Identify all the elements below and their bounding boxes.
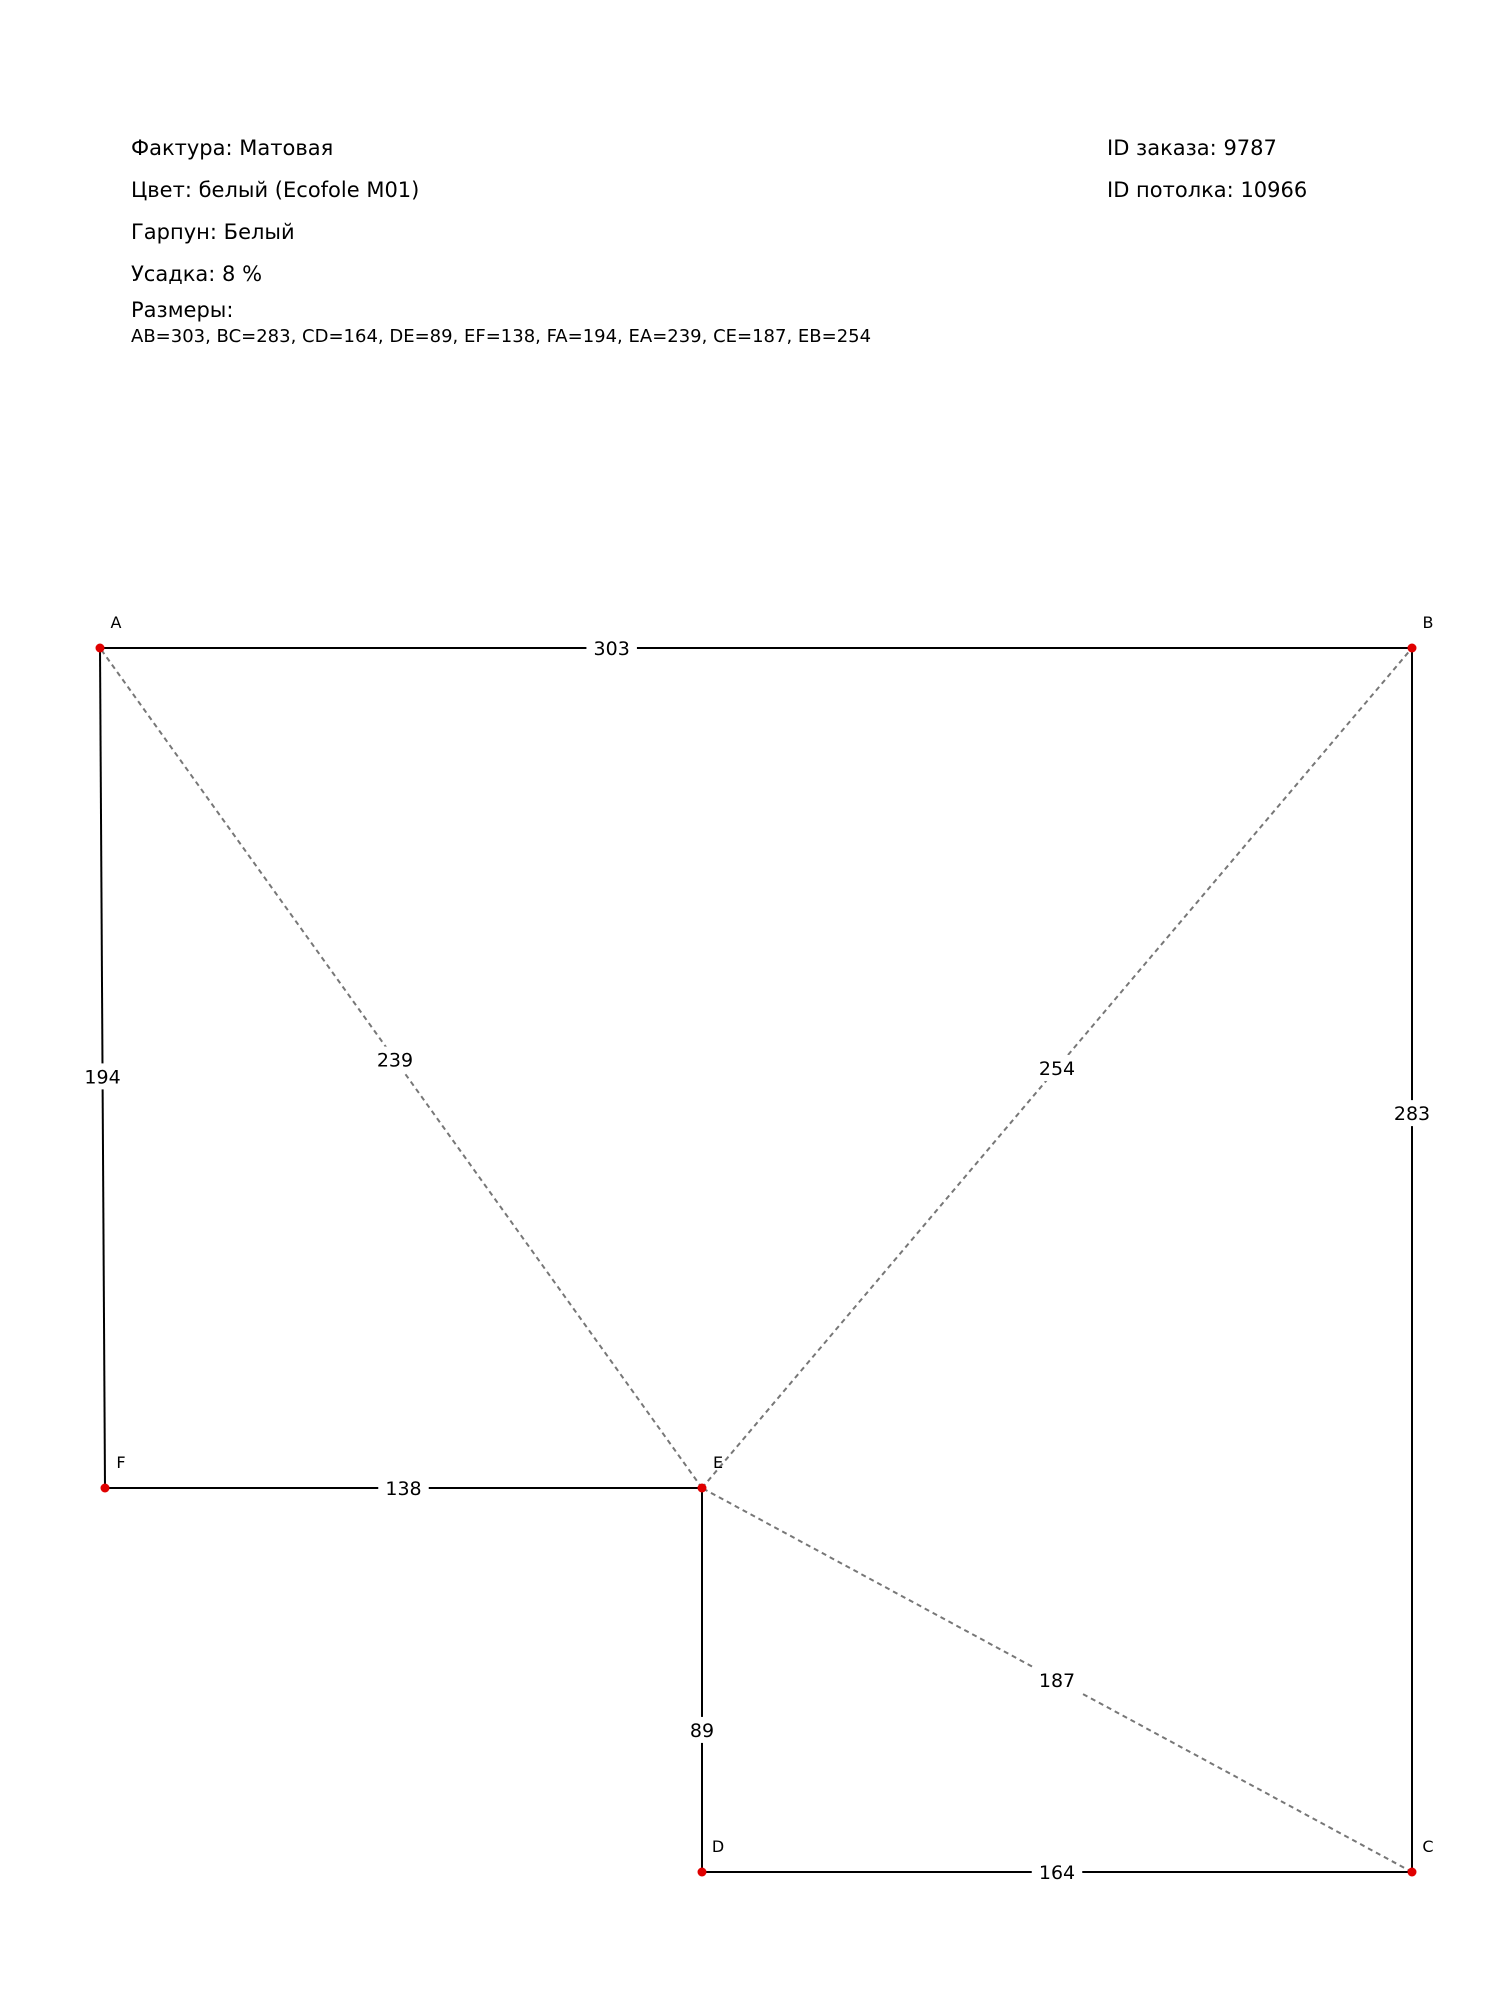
vertex-label-D: D <box>711 1837 725 1856</box>
vertex-C <box>1408 1868 1417 1877</box>
vertex-label-A: A <box>110 613 122 632</box>
order-id-label: ID заказа: <box>1107 136 1217 160</box>
edge-label-FA: 194 <box>84 1066 121 1089</box>
diagonal-label-CE: 187 <box>1038 1670 1076 1692</box>
diagonals-layer <box>100 648 1412 1872</box>
shrinkage-label: Усадка: <box>131 262 216 286</box>
vertex-label-E: E <box>712 1453 724 1472</box>
shrinkage-value: 8 % <box>222 262 263 286</box>
edge-label-BC: 283 <box>1393 1103 1431 1126</box>
vertices-layer <box>96 613 1434 1877</box>
color-label: Цвет: <box>131 178 192 202</box>
diagonal-label-EA: 239 <box>376 1049 414 1072</box>
vertex-A <box>96 644 105 653</box>
sizes-label: Размеры: <box>131 298 234 322</box>
harpoon-value: Белый <box>223 220 295 244</box>
texture-value: Матовая <box>239 136 334 160</box>
order-id-value: 9787 <box>1223 136 1277 160</box>
vertex-F <box>101 1484 110 1493</box>
vertex-label-B: B <box>1422 613 1434 632</box>
vertex-B <box>1408 644 1417 653</box>
texture-label: Фактура: <box>131 136 233 160</box>
sizes-values: AB=303, BC=283, CD=164, DE=89, EF=138, FA=194, EA=239, CE=187, EB=254 <box>131 326 872 347</box>
diagonal-label-EB: 254 <box>1038 1058 1076 1080</box>
edges-layer <box>100 648 1412 1872</box>
edge-label-DE: 89 <box>689 1719 715 1742</box>
harpoon-label: Гарпун: <box>131 220 217 244</box>
edge-label-CD: 164 <box>1038 1862 1076 1884</box>
ceiling-id-value: 10966 <box>1240 178 1308 202</box>
color-value: белый (Ecofole M01) <box>198 178 420 202</box>
vertex-label-F: F <box>116 1453 126 1472</box>
edge-label-EF: 138 <box>385 1478 422 1500</box>
edge-labels-layer <box>77 635 1437 1885</box>
vertex-label-C: C <box>1422 1837 1434 1856</box>
vertex-D <box>698 1868 707 1877</box>
ceiling-id-label: ID потолка: <box>1107 178 1234 202</box>
edge-label-AB: 303 <box>593 638 630 660</box>
vertex-E <box>698 1484 707 1493</box>
